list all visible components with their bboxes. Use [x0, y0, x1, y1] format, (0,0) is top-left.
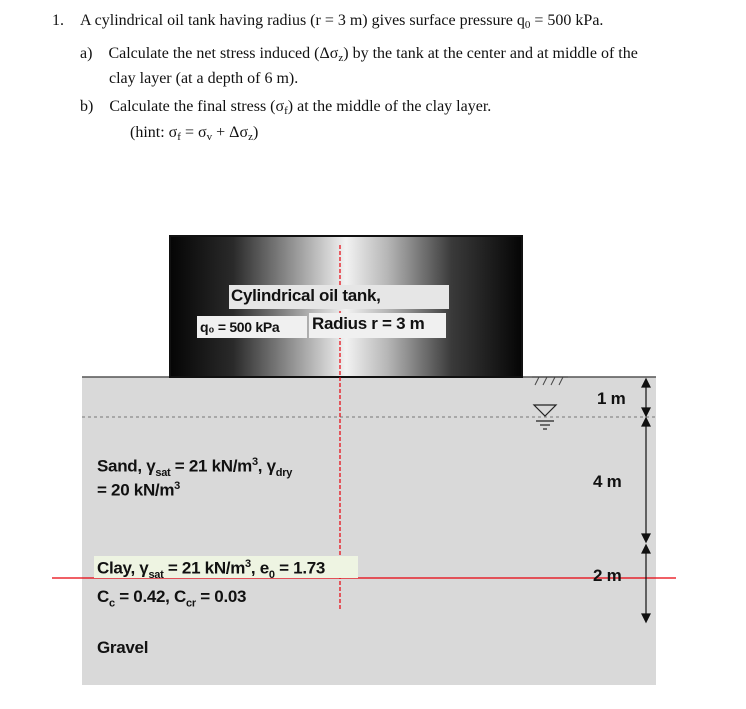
- dim-label-4m: 4 m: [593, 472, 622, 491]
- part-b-text: Calculate the final stress $(\sigma_f)$ at the middle of the clay layer.: [109, 98, 492, 117]
- part-a-line2: clay layer (at a depth of 6 m).: [109, 70, 299, 87]
- question-intro: A cylindrical oil tank having radius (r = 3 m) gives surface pressure $q_0 = 500$ kPa.: [80, 12, 604, 31]
- tank-radius-label: Radius r = 3 m: [312, 314, 425, 333]
- tank-pressure-label: q₀ = 500 kPa: [200, 319, 280, 335]
- clay-label-line1: Clay, $\gamma_{sat} = 21$ $kN/m^3$, $e_0 = 1.73$: [97, 558, 326, 582]
- part-a-text: Calculate the net stress induced $(\Delta\sigma_z)$ by the tank at the center and at middle of the: [108, 45, 638, 64]
- clay-label-line2: $C_c = 0.42$, $C_{cr} = 0.03$: [97, 587, 247, 610]
- hint: (hint: $\sigma_f = \sigma_v + \Delta\sigma_z$): [130, 124, 259, 143]
- tank-title: Cylindrical oil tank,: [231, 286, 381, 305]
- dim-label-1m: 1 m: [597, 389, 626, 408]
- dim-label-2m: 2 m: [593, 566, 622, 585]
- part-a-letter: a): [80, 45, 93, 62]
- soil-column: [82, 377, 656, 685]
- sand-label-line1: Sand, $\gamma_{sat} = 21$ $kN/m^3$, $\gamma_{dry}$: [97, 456, 293, 480]
- part-b-letter: b): [80, 98, 94, 115]
- question-number: 1.: [52, 12, 64, 29]
- gravel-label: Gravel: [97, 638, 149, 657]
- sand-label-line2: = 20 $kN/m^3$: [97, 480, 180, 500]
